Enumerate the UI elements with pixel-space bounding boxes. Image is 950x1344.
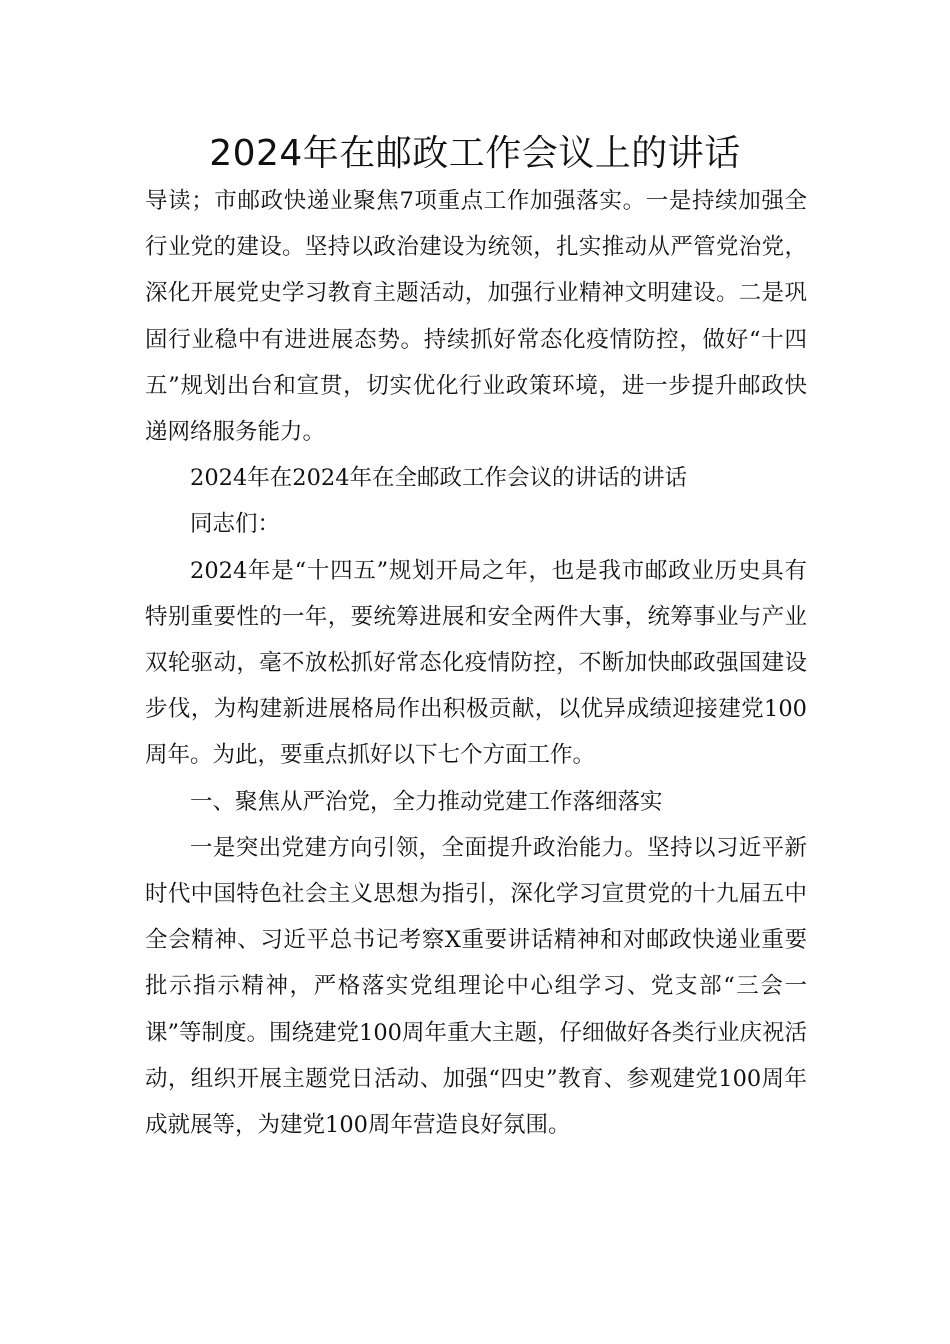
document-title: 2024年在邮政工作会议上的讲话 (209, 133, 741, 174)
paragraph-section-1-item-1: 一是突出党建方向引领，全面提升政治能力。坚持以习近平新时代中国特色社会主义思想为指引，深化学习宣贯党的十九届五中全会精神、习近平总书记考察X重要讲话精神和对邮政快递业重要批示指示精神，严格落实党组理论中心组学习、党支部“三会一课”等制度。围绕建党100周年重大主题，仔细做好各类行业庆祝活动，组织开展主题党日活动、加强“四史”教育、参观建党100周年成就展等，为建党100周年营造良好氛围。 (145, 834, 807, 1139)
paragraph-subtitle: 2024年在2024年在全邮政工作会议的讲话的讲话 (190, 465, 688, 492)
paragraph-salutation: 同志们： (190, 511, 281, 538)
paragraph-overview: 2024年是“十四五”规划开局之年，也是我市邮政业历史具有特别重要性的一年，要统筹进展和安全两件大事，统筹事业与产业双轮驱动，毫不放松抓好常态化疫情防控，不断加快邮政强国建设步伐，为构建新进展格局作出积极贡献，以优异成绩迎接建党100周年。为此，要重点抓好以下七个方面工作。 (145, 557, 807, 769)
document-body (145, 178, 807, 1148)
section-heading-1: 一、聚焦从严治党，全力推动党建工作落细落实 (190, 788, 663, 815)
paragraph-intro: 导读；市邮政快递业聚焦7项重点工作加强落实。一是持续加强全行业党的建设。坚持以政治建设为统领，扎实推动从严管党治党，深化开展党史学习教育主题活动，加强行业精神文明建设。二是巩固行业稳中有进进展态势。持续抓好常态化疫情防控，做好“十四五”规划出台和宣贯，切实优化行业政策环境，进一步提升邮政快递网络服务能力。 (145, 188, 807, 446)
